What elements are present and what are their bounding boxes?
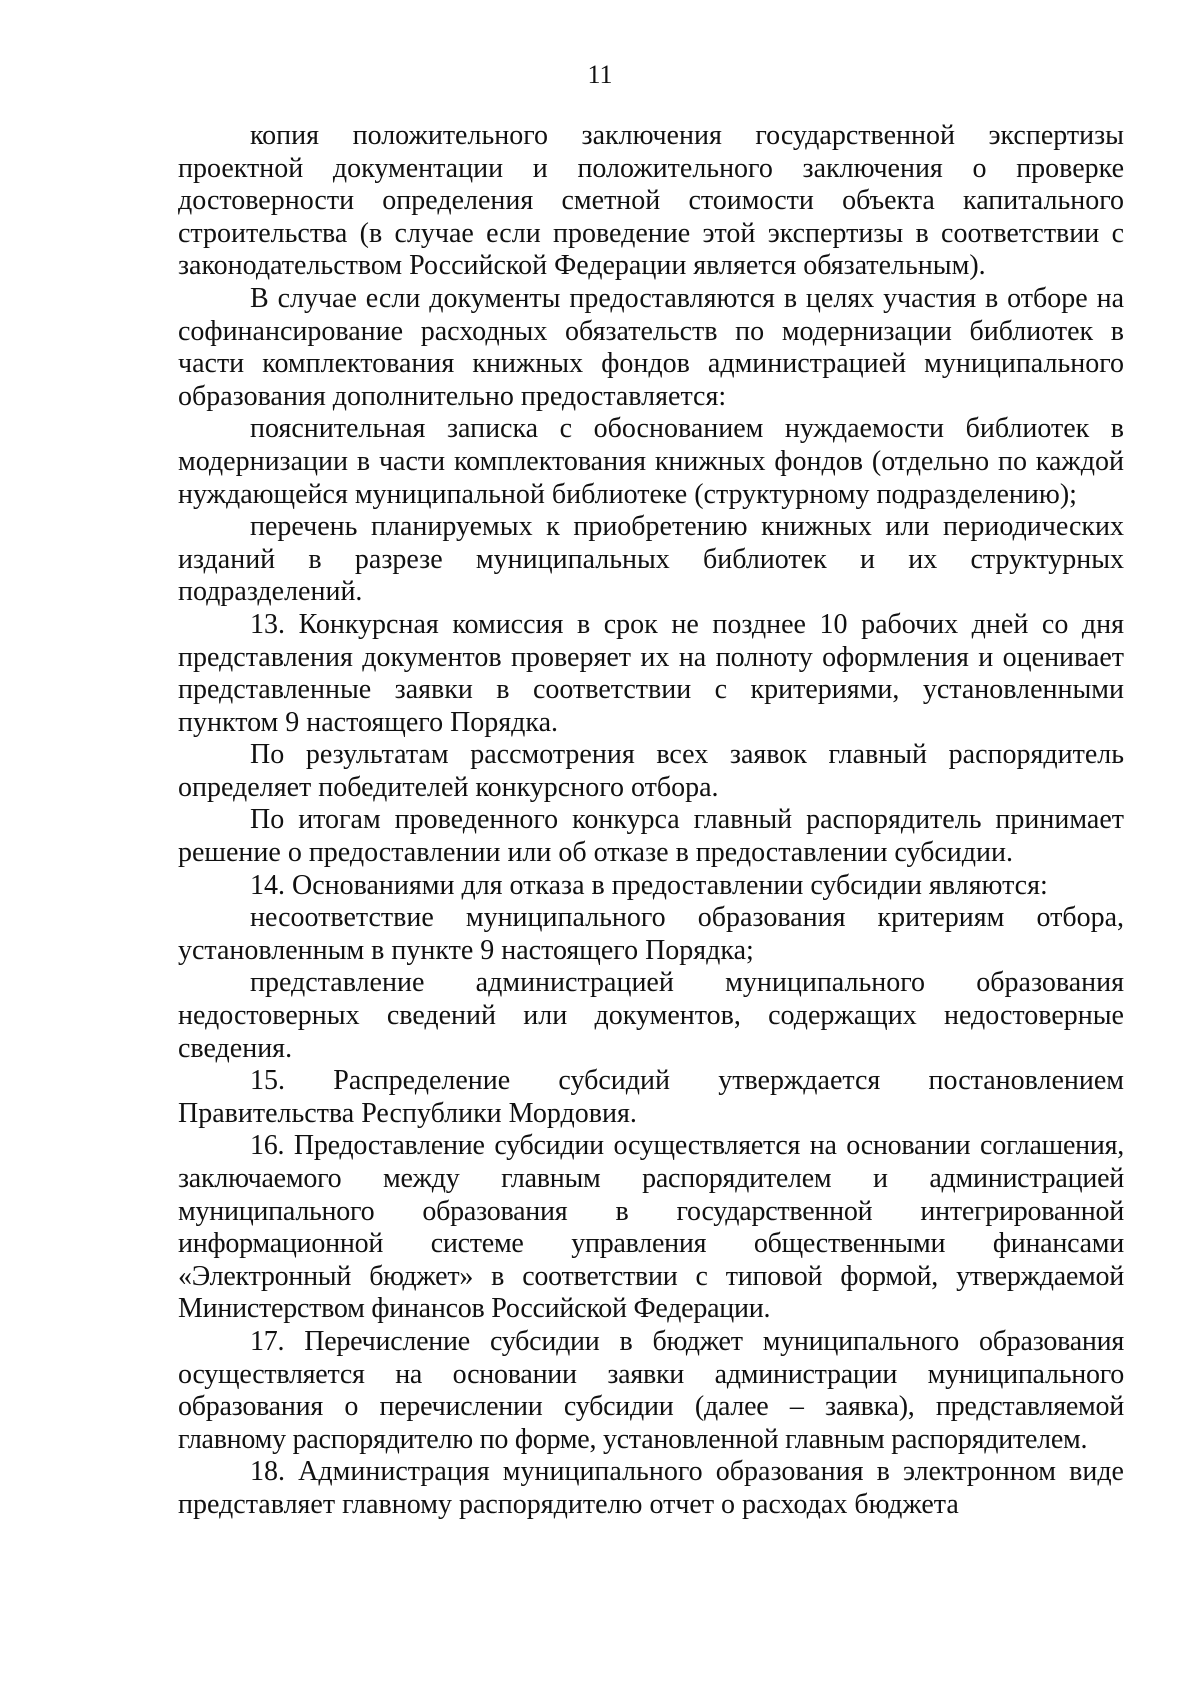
paragraph-clause-17: 17. Перечисление субсидии в бюджет муниципального образования осуществляется на основании заявки администрации муниципального образования о перечислении субсидии (далее – заявка), представляемой главному распорядителю по форме, установленной главным распорядителем. [178, 1325, 1124, 1455]
paragraph-expertise-copy: копия положительного заключения государственной экспертизы проектной документации и положительного заключения о проверке достоверности определения сметной стоимости объекта капитального строительства (в случае если проведение этой экспертизы в соответствии с законодательством Российской Федерации является обязательным). [178, 120, 1124, 282]
paragraph-unreliable-info: представление администрацией муниципального образования недостоверных сведений или документов, содержащих недостоверные сведения. [178, 967, 1124, 1064]
paragraph-clause-15: 15. Распределение субсидий утверждается постановлением Правительства Республики Мордовия. [178, 1065, 1124, 1129]
paragraph-contest-results: По итогам проведенного конкурса главный распорядитель принимает решение о предоставлении или об отказе в предоставлении субсидии. [178, 804, 1124, 869]
paragraph-clause-18: 18. Администрация муниципального образования в электронном виде представляет главному распорядителю отчет о расходах бюджета [178, 1456, 1124, 1520]
paragraph-review-results: По результатам рассмотрения всех заявок главный распорядитель определяет победителей конкурсного отбора. [178, 739, 1124, 803]
document-body [178, 120, 1124, 1522]
paragraph-library-modernization: В случае если документы предоставляются в целях участия в отборе на софинансирование расходных обязательств по модернизации библиотек в части комплектования книжных фондов администрацией муниципального образования дополнительно предоставляется: [178, 282, 1124, 412]
page-number: 11 [587, 60, 613, 89]
paragraph-clause-14: 14. Основаниями для отказа в предоставлении субсидии являются: [250, 869, 1048, 901]
paragraph-clause-16: 16. Предоставление субсидии осуществляется на основании соглашения, заключаемого между главным распорядителем и администрацией муниципального образования в государственной интегрированной информационной системе управления общественными финансами «Электронный бюджет» в соответствии с типовой формой, утверждаемой Министерством финансов Российской Федерации. [178, 1130, 1124, 1325]
paragraph-clause-13: 13. Конкурсная комиссия в срок не позднее 10 рабочих дней со дня представления документов проверяет их на полноту оформления и оценивает представленные заявки в соответствии с критериями, установленными пунктом 9 настоящего Порядка. [178, 608, 1124, 738]
paragraph-explanatory-note: пояснительная записка с обоснованием нуждаемости библиотек в модернизации в части комплектования книжных фондов (отдельно по каждой нуждающейся муниципальной библиотеке (структурному подразделению); [178, 413, 1124, 510]
paragraph-criteria-mismatch: несоответствие муниципального образования критериям отбора, установленным в пункте 9 настоящего Порядка; [178, 902, 1124, 966]
paragraph-publications-list: перечень планируемых к приобретению книжных или периодических изданий в разрезе муниципальных библиотек и их структурных подразделений. [178, 511, 1124, 608]
